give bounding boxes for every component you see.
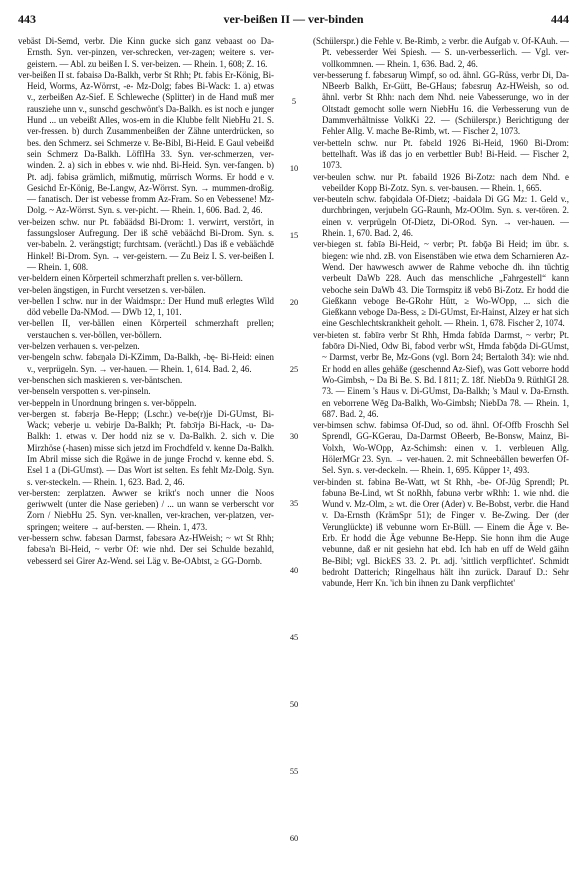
dictionary-entry: (Schülerspr.) die Fehle v. Be-Rimb, ≥ verbr. die Aufgab v. Of-KAuh. — Pt. vebesserder Wei Spiesh. — S. un-verbesserlich. — Vgl. ver-vollkommnen. — Rhein. 1, 636. Bad. 2, 46. bbox=[313, 36, 569, 69]
line-number: 45 bbox=[289, 633, 299, 642]
dictionary-entry: ver-beuteln schw. fəbǫidələ Of-Dietz; -baidələ Di GG Mz: 1. Geld v., durchbringen, verjubeln GG-Raunh, Mz-OOlm. Syn. s. ver-tören. 2. einen v. verprügeln Of-Dietz, Di-ORod. Syn. → ver-hauen. — Rhein. 1, 670. Bad. 2, 46. bbox=[313, 194, 569, 239]
dictionary-entry: ver-bessern schw. fəbɛsən Darmst, fəbɛsərə Az-HWeish; ~ wt St Rhh; fəbɛsə'n Bi-Heid, ~ verbr Of: wie nhd. Der sei Schulde bezahld, vebesserd sei Girer Az-Wend. sei Läg v. Be-OAbtst, ≥ GG-Dornb. bbox=[18, 533, 274, 566]
dictionary-entry: ver-benseln verspotten s. ver-pinseln. bbox=[18, 386, 151, 397]
dictionary-entry: vebäst Di-Semd, verbr. Die Kinn gucke sich ganz vebaast oo Da-Ernsth. Syn. ver-pinzen, ver-schrecken, ver-zagen; weitere s. ver-geistern. — Abl. zu beißen I. S. ver-beizen. — Rhein. 1, 608; Z. 16. bbox=[18, 36, 274, 69]
dictionary-entry: ver-besserung f. fəbɛsəruŋ Wimpf, so od. ähnl. GG-Rüss, verbr Di, Da-NBeerb Balkh, Er-Gütt, Be-GHaus; fəbɛsruŋ Az-HWeish, so od. ähnl. verbr St Rhh: nach dem Nhd. neie Vabesserunge, wo in der Oltstadt gemocht solle wern NiebHu 16. die Verbesserung vun de Dammverhältnisse VolkKi 22. — (Schülerspr.) Berichtigung der Fehler Allg. V. mache Be-Rimb, wt. — Fischer 2, 1073. bbox=[313, 69, 569, 137]
right-column bbox=[313, 36, 569, 868]
dictionary-entry: ver-biegen st. fəbīə Bi-Heid, ~ verbr; Pt. fəbǭə Bi Heid; im übr. s. biegen: wie nhd. zB. von Eisenstäben wie etwa dem Scharnieren Az-Wend. Der hawwesch awwer de Rahme veboche dh. ihn tüchtig verbeult DaWb 228. Auch das menschliche „Fahrgestell“ kann veboche sein DaWb 43. Die Tormspitz iß vebō Bi-Zotz. Er hodd die Gießkann veboge Be-GRohr Hütt, ≥ Wo-WOpp, ... sich die Gießkann veboge Da-Bess, ≥ Di-GUmst, Er-Hainst, Alzey er hat sich eine Geschlechtskrankheit geholt. — Rhein. 1, 678. Fischer 2, 1074. bbox=[313, 239, 569, 329]
dictionary-entry: ver-beppeln in Unordnung bringen s. ver-böppeln. bbox=[18, 397, 197, 408]
line-number: 25 bbox=[289, 365, 299, 374]
line-number: 50 bbox=[289, 700, 299, 709]
dictionary-entry: ver-beißen II st. fəbaisə Da-Balkh, verbr St Rhh; Pt. fəbis Er-König, Bi-Heid, Worms, Az-Wörrst, -e- Mz-Dolg; fəbes Bi-Wack: 1. a) etwas v., zerbeißen Az-Sief. E Schleweche (Splitter) in de Hand muß mer rausziehe unn v., sunschd geschwönt's Da-Balkh. es ist noch e junger Hund ... un vebeißt Alles, wos-em in die Klubbe fellt NiebHu 21. S. ver-fressen. b) durch Zusammenbeißen der Zähne unterdrücken, so bes. den Schmerz. sei Schmerze v. Be-Bibl, Bi-Heid. E Gaul vebeißd sein Schmerz Da-Balkh. LöfflHa 33. Syn. ver-schmerzen, ver-winden. 2. a) sich in ebbes v. wie nhd. Bi-Heid. Syn. ver-fangen. b) Pt. adj. fəbisə grämlich, mißmutig, mürrisch Worms. Er hodd e v. Gesichd Er-König, Be-Langw, Az-Wörrst. Syn. → mummen-droßig. — fanatisch. Der ist vebesse fromm Az-Fram. So en Vebessene! Mz-Dolg. ~ Az-Wörrst. Syn. s. ver-picht. — Rhein. 1, 606. Bad. 2, 46. bbox=[18, 69, 274, 216]
dictionary-entry: ver-belen ängstigen, in Furcht versetzen s. ver-bälen. bbox=[18, 284, 206, 295]
line-number: 35 bbox=[289, 499, 299, 508]
dictionary-entry: ver-bergen st. fəbɛrjə Be-Hepp; (Lschr.) ve-be(r)je Di-GUmst, Bi-Wack; veberje u. vebirje Da-Balkh; Pt. fəbɔ̄rjə Bi-Hack, -u- Da-Balkh: 1. etwas v. Der hodd niz se v. Da-Balkh. 2. sich v. Die Mirzhöse (-hasen) misse sich jetzd im Frochdfeld v. kenne Da-Balkh. Im Abril misse sich die Ro̲äwe in de junge Frochd v. kenne ebd. S. Esel 1 a (Di-GUmst). — Das Wort ist selten. Es fehlt Mz-Dolg. Syn. s. ver-steckeln. — Rhein. 1, 623. Bad. 2, 46. bbox=[18, 408, 274, 487]
line-number: 60 bbox=[289, 834, 299, 843]
left-column bbox=[18, 36, 274, 868]
running-title: ver-beißen II — ver-binden bbox=[223, 12, 364, 26]
dictionary-entry: ver-beulen schw. nur Pt. fəbaild 1926 Bi-Zotz: nach dem Nhd. e vebeilder Kopp Bi-Zotz. Syn. s. ver-bausen. — Rhein. 1, 665. bbox=[313, 171, 569, 193]
page-number-left: 443 bbox=[18, 12, 36, 26]
line-number: 40 bbox=[289, 566, 299, 575]
dictionary-entry: ver-bellen II, ver-bällen einen Körperteil schmerzhaft prellen; verstauchen s. ver-böllen, ver-böllern. bbox=[18, 318, 274, 340]
line-number: 5 bbox=[291, 97, 297, 106]
dictionary-entry: ver-beldern einen Körperteil schmerzhaft prellen s. ver-böllern. bbox=[18, 273, 243, 284]
dictionary-entry: ver-bengeln schw. fəbɛŋələ Di-KZimm, Da-Balkh, -bę- Bi-Heid: einen v., verprügeln. Syn. → ver-hauen. — Rhein. 1, 614. Bad. 2, 46. bbox=[18, 352, 274, 374]
line-number: 10 bbox=[289, 164, 299, 173]
dictionary-entry: ver-bieten st. fəbīrə verbr St Rhh, Hmda fəbīdə Darmst, ~ verbr; Pt. fəbōrə Di-Nied, Odw Bi, fəbod verbr wSt, Hmda fəbǭdə Di-GUmst, ~ Darmst, verbr Be, Mz-Gons (vgl. Born 24; Bertaloth 34): wie nhd. Er hodd en alles gehäße (geschennd Az-Sief), was Gott veborre hodd Wo-Gimbsh, ~ Da Bi Be. S. Bd. I 811; Z. 18f. NiebDa 9. RüthlGI 28. 73. — Einem 's Haus v. Di-GUmst, Da-Balkh; 's Maul v. Da-Ernsth. en veborrene Wēg Da-Balkh, Wo-Gimbsh; NiebDa 78. — Rhein. 1, 687. Bad. 2, 46. bbox=[313, 329, 569, 419]
page-number-right: 444 bbox=[551, 12, 569, 26]
line-number: 20 bbox=[289, 298, 299, 307]
line-number: 55 bbox=[289, 767, 299, 776]
dictionary-entry: ver-benschen sich maskieren s. ver-bäntschen. bbox=[18, 374, 183, 385]
page-header bbox=[18, 12, 569, 30]
dictionary-entry: ver-bellen I schw. nur in der Waidmspr.: Der Hund muß erlegtes Wild död vebelle Da-NMod. — DWb 12, 1, 101. bbox=[18, 295, 274, 318]
dictionary-entry: ver-beizen schw. nur Pt. fəbäädsd Bi-Drom: 1. verwirrt, verstört, in fassungsloser Aufregung. Der iß schē vebäächd Bi-Drom. Syn. s. ver-babeln. 2. verängstigt; furchtsam. (verächtl.) Das iß e vebäächdē Hinkel! Bi-Drom. Syn. → ver-geistern. — Zu Beiz I. S. ver-beißen I. — Rhein. 1, 608. bbox=[18, 216, 274, 272]
line-number: 30 bbox=[289, 432, 299, 441]
line-number-gutter bbox=[282, 36, 306, 868]
dictionary-entry: ver-belzen verhauen s. ver-pelzen. bbox=[18, 341, 140, 352]
dictionary-entry: ver-bimsen schw. fəbimsə Of-Dud, so od. ähnl. Of-Offb Froschh Sel Sprendl, GG-KGerau, Da-Darmst OBeerb, Be-Bonsw, Mainz, Bi-Volxh, Wo-WOpp, Az-Schimsh: einen v. 1. verbleuen Allg. HölerMGr 23. Syn. → ver-hauen. 2. mit Schneebällen bewerfen Of-Sel. Syn. s. ver-deckeln. — Rhein. 1, 695. Küpper 1², 493. bbox=[313, 420, 569, 476]
dictionary-entry: ver-binden st. fəbinə Be-Watt, wt St Rhh, -be- Of-Jüg Sprendl; Pt. fəbunə Be-Lind, wt St noRhh, fəbunə verbr wRhh: 1. wie nhd. die Wund v. Mz-Olm, ≥ wt. die Orer (Ader) v. Be-Bobst, verbr. die Hand v. Da-Ernsth (KrämSpr 51); de Finger v. Be-Zwing. Der (der Verunglückte) iß vebunne worn Er-Büll. — Einem die Äge v. Be-Erb. Er hodd die Äge vebunne Be-Hepp. Sie honn ihm die Auge vebunne, daß er nit gesiehn hat ebd. Ich hab en uff de Weld gāihn Be-Bibl; vgl. BickES 33. 2. Pt. adj. 'sittlich verpflichtet'. Schmidt bedroht Datterich; Ringelhaus hält ihn zurück. Darauf D.: Sehr vabunde, Herr Kn. 'ich bin ihnen zu Dank verpflichtet' bbox=[313, 476, 569, 589]
dictionary-entry: ver-bersten: zerplatzen. Awwer se krikt's noch unner die Noos geriwwelt (unter die Nase gerieben) / ... un wann se verberscht vor Zorn / NiebHu 25. Syn. ver-knallen, ver-krachen, ver-platzen, ver-springen; weitere → auf-bersten. — Rhein. 1, 473. bbox=[18, 487, 274, 532]
line-number: 15 bbox=[289, 231, 299, 240]
dictionary-entry: ver-betteln schw. nur Pt. fəbɛld 1926 Bi-Heid, 1960 Bi-Drom: bettelhaft. Was iß das jo en verbettler Bub! Bi-Heid. — Fischer 2, 1073. bbox=[313, 137, 569, 171]
